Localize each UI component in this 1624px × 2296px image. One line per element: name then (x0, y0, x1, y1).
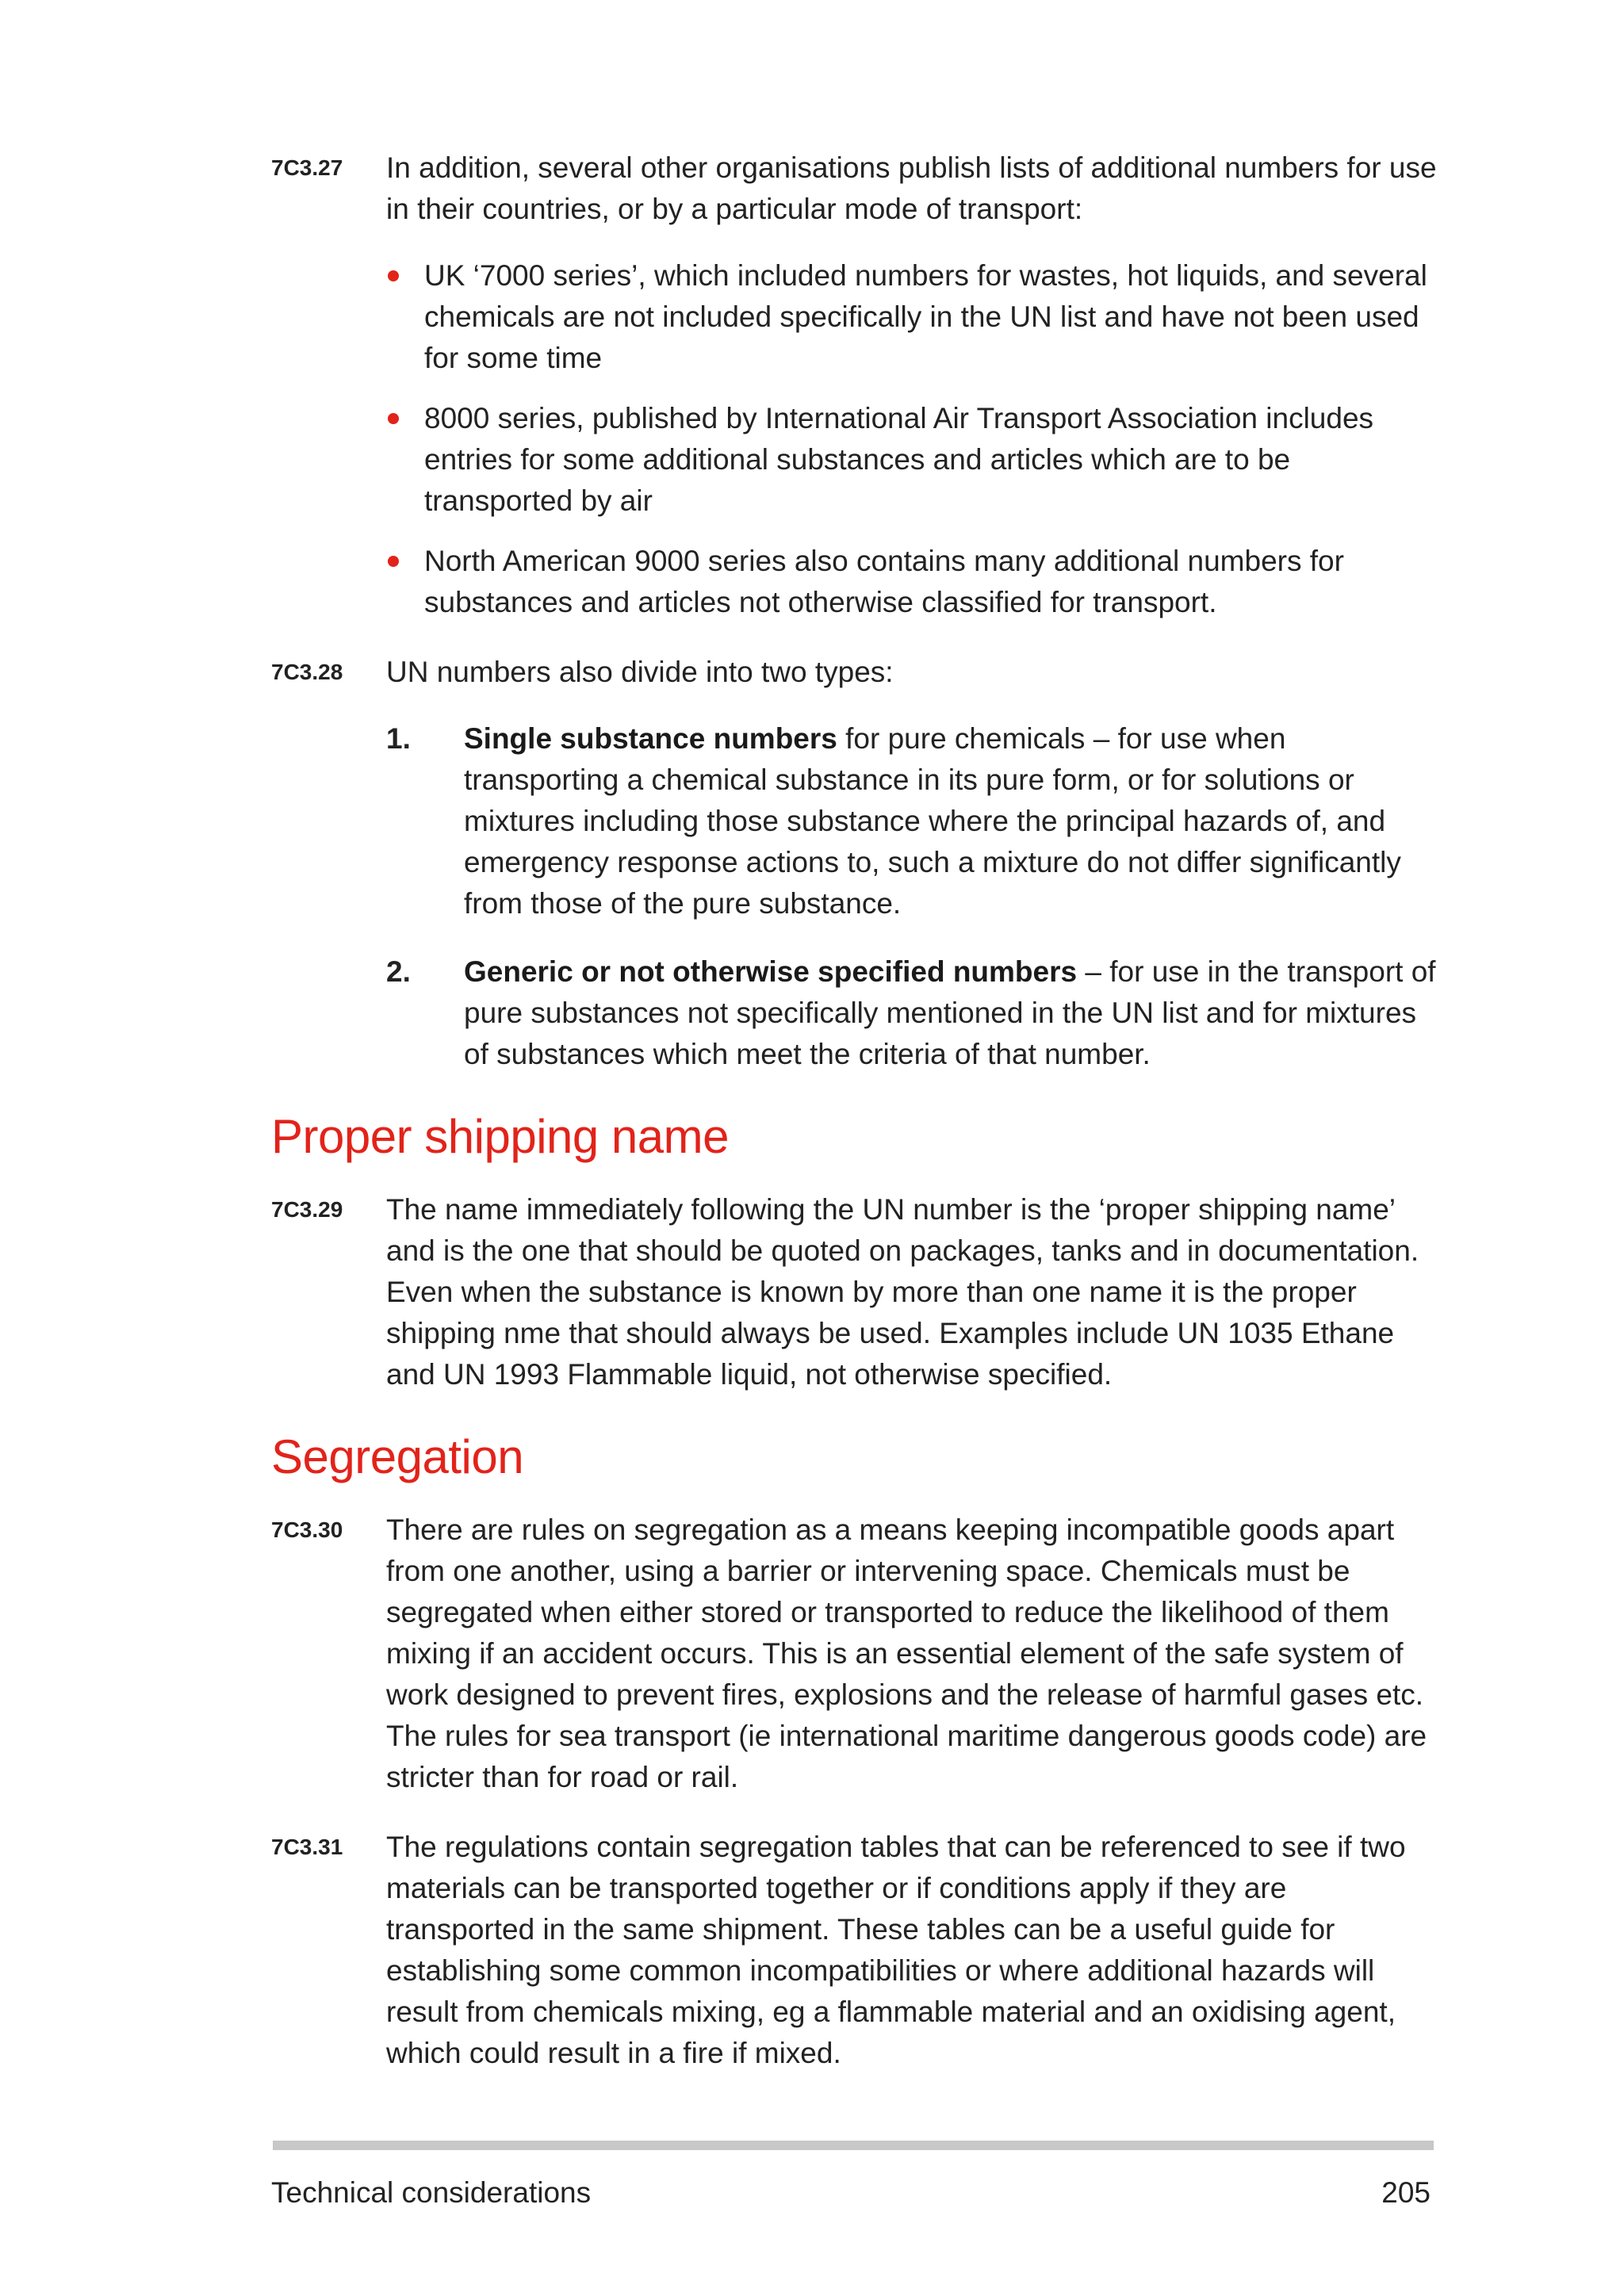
paragraph-text: The regulations contain segregation tables that can be referenced to see if two materials can be transported together or if conditions apply if they are transported in the same shipment. These tables can be a useful guide for establishing some common incompatibilities or where additional hazards will result from chemicals mixing, eg a flammable material and an oxidising agent, which could result in a fire if mixed. (386, 1831, 1406, 2069)
list-item-text: Generic or not otherwise specified numbers – for use in the transport of pure substances not specifically mentioned in the UN list and for mixtures of substances which meet the criteria of that number. (464, 955, 1436, 1070)
paragraph-text: There are rules on segregation as a means keeping incompatible goods apart from one another, using a barrier or intervening space. Chemicals must be segregated when either stored or transported to reduce the likelihood of them mixing if an accident occurs. This is an essential element of the safe system of work designed to prevent fires, explosions and the release of harmful gases etc. The rules for sea transport (ie international maritime dangerous goods code) are stricter than for road or rail. (386, 1513, 1427, 1793)
list-item (386, 718, 1437, 924)
paragraph-number: 7C3.31 (271, 1835, 343, 1859)
numbered-list (386, 718, 1437, 1075)
paragraph-7c3-27 (271, 147, 1437, 623)
footer-divider (273, 2141, 1434, 2150)
page-content (271, 147, 1437, 2103)
bullet-list (386, 255, 1437, 623)
paragraph-text: In addition, several other organisations publish lists of additional numbers for use in their countries, or by a particular mode of transport: (386, 151, 1437, 225)
section-heading-segregation: Segregation (271, 1430, 524, 1483)
paragraph-number: 7C3.29 (271, 1197, 343, 1222)
list-number: 1. (386, 722, 411, 755)
paragraph-body (386, 652, 1437, 1075)
paragraph-number: 7C3.28 (271, 660, 343, 684)
paragraph-7c3-28 (271, 652, 1437, 1075)
list-item-text: Single substance numbers for pure chemicals – for use when transporting a chemical substance in its pure form, or for solutions or mixtures including those substance where the principal hazards of, and emergency response actions to, such a mixture do not differ significantly from those of the pure substance. (464, 722, 1401, 920)
list-item: UK ‘7000 series’, which included numbers for wastes, hot liquids, and several chemicals are not included specifically in the UN list and have not been used for some time (386, 255, 1437, 379)
bullet-icon (388, 270, 399, 281)
paragraph-number: 7C3.27 (271, 155, 343, 180)
bullet-icon (388, 413, 399, 424)
list-number: 2. (386, 955, 411, 988)
paragraph-text: UN numbers also divide into two types: (386, 656, 894, 688)
paragraph-text: The name immediately following the UN number is the ‘proper shipping name’ and is the one that should be quoted on packages, tanks and in documentation. Even when the substance is known by more than one name it is the proper shipping nme that should always be used. Examples include UN 1035 Ethane and UN 1993 Flammable liquid, not otherwise specified. (386, 1193, 1419, 1391)
bullet-icon (388, 556, 399, 567)
paragraph-body (386, 1189, 1437, 1395)
paragraph-7c3-29 (271, 1189, 1437, 1395)
paragraph-body (386, 1827, 1437, 2074)
paragraph-number: 7C3.30 (271, 1517, 343, 1542)
section-heading-proper-shipping-name: Proper shipping name (271, 1110, 730, 1163)
footer-section-title: Technical considerations (271, 2176, 592, 2209)
list-item (386, 951, 1437, 1075)
paragraph-7c3-31 (271, 1827, 1437, 2074)
list-item: North American 9000 series also contains many additional numbers for substances and articles not otherwise classified for transport. (386, 541, 1437, 623)
paragraph-body (386, 1510, 1437, 1798)
paragraph-body (386, 147, 1437, 623)
page-number: 205 (1381, 2176, 1431, 2209)
list-item: 8000 series, published by International Air Transport Association includes entries for some additional substances and articles which are to be transported by air (386, 398, 1437, 522)
paragraph-7c3-30 (271, 1510, 1437, 1798)
